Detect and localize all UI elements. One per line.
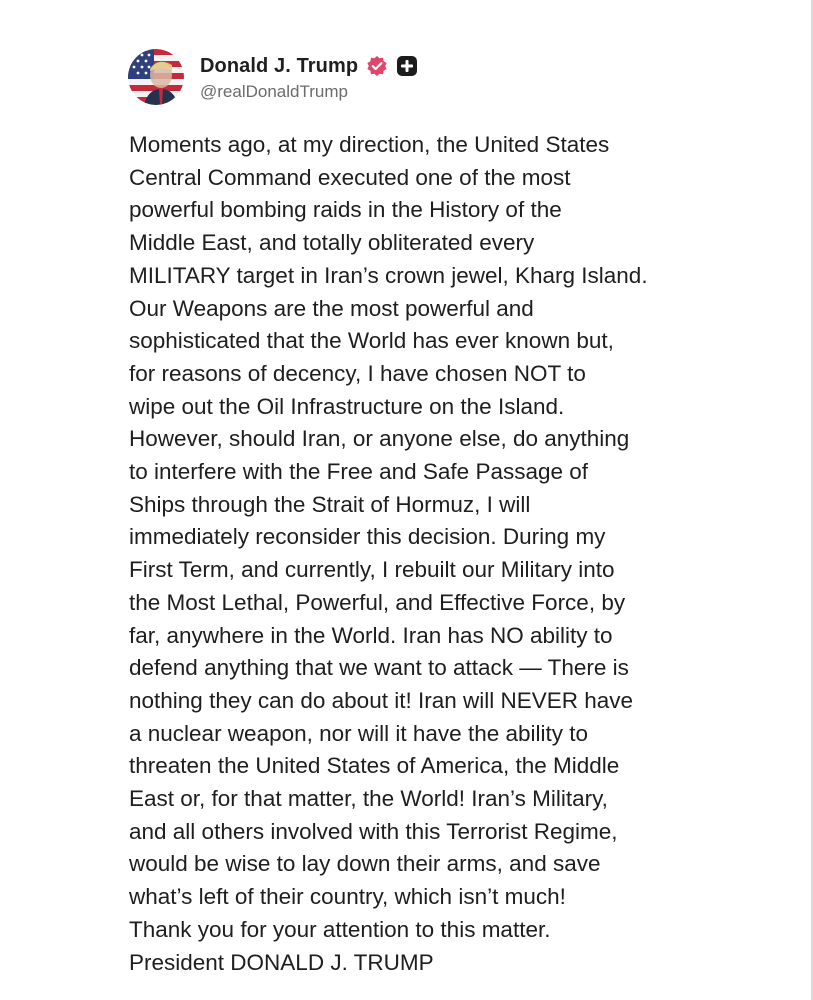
post-line: and all others involved with this Terrorist Regime, bbox=[129, 818, 618, 844]
post-line: MILITARY target in Iran’s crown jewel, Kharg Island. bbox=[129, 262, 648, 288]
post-line: to interfere with the Free and Safe Passage of bbox=[129, 459, 589, 485]
post-line: Ships through the Strait of Hormuz, I will bbox=[129, 491, 531, 517]
author-display-name[interactable]: Donald J. Trump bbox=[200, 54, 359, 77]
post-line: defend anything that we want to attack — There is bbox=[129, 655, 629, 681]
post-line: threaten the United States of America, the Middle bbox=[129, 753, 620, 779]
name-row bbox=[200, 52, 418, 80]
post-body bbox=[129, 129, 799, 979]
post-line: Middle East, and totally obliterated every bbox=[129, 230, 535, 256]
post-line: nothing they can do about it! Iran will NEVER have bbox=[129, 687, 634, 713]
post-header bbox=[128, 48, 418, 106]
post-line: sophisticated that the World has ever known but, bbox=[129, 328, 614, 354]
post-line: wipe out the Oil Infrastructure on the Island. bbox=[129, 393, 565, 419]
post-line: a nuclear weapon, nor will it have the ability to bbox=[129, 720, 589, 746]
post-line: for reasons of decency, I have chosen NOT to bbox=[129, 360, 586, 386]
post-line: powerful bombing raids in the History of the bbox=[129, 197, 562, 223]
post-line: President DONALD J. TRUMP bbox=[129, 949, 434, 975]
author-handle[interactable]: @realDonaldTrump bbox=[200, 82, 348, 101]
post-line: First Term, and currently, I rebuilt our Military into bbox=[129, 557, 615, 583]
plus-badge-icon bbox=[396, 55, 418, 77]
post-line: East or, for that matter, the World! Iran’s Military, bbox=[129, 786, 608, 812]
author-identity bbox=[200, 52, 418, 102]
post-line: the Most Lethal, Powerful, and Effective Force, by bbox=[129, 589, 626, 615]
post-line: would be wise to lay down their arms, and save bbox=[129, 851, 601, 877]
post-line: However, should Iran, or anyone else, do anything bbox=[129, 426, 630, 452]
avatar[interactable] bbox=[128, 49, 184, 105]
post-line: Our Weapons are the most powerful and bbox=[129, 295, 534, 321]
post-line: far, anywhere in the World. Iran has NO ability to bbox=[129, 622, 613, 648]
post-line: immediately reconsider this decision. During my bbox=[129, 524, 606, 550]
post-line: what’s left of their country, which isn’t much! bbox=[129, 884, 566, 910]
flag-portrait-avatar-icon bbox=[128, 49, 184, 105]
verified-badge-icon bbox=[366, 55, 388, 77]
post-line: Central Command executed one of the most bbox=[129, 164, 571, 190]
post-line: Moments ago, at my direction, the United States bbox=[129, 132, 610, 157]
post-line: Thank you for your attention to this matter. bbox=[129, 916, 551, 942]
